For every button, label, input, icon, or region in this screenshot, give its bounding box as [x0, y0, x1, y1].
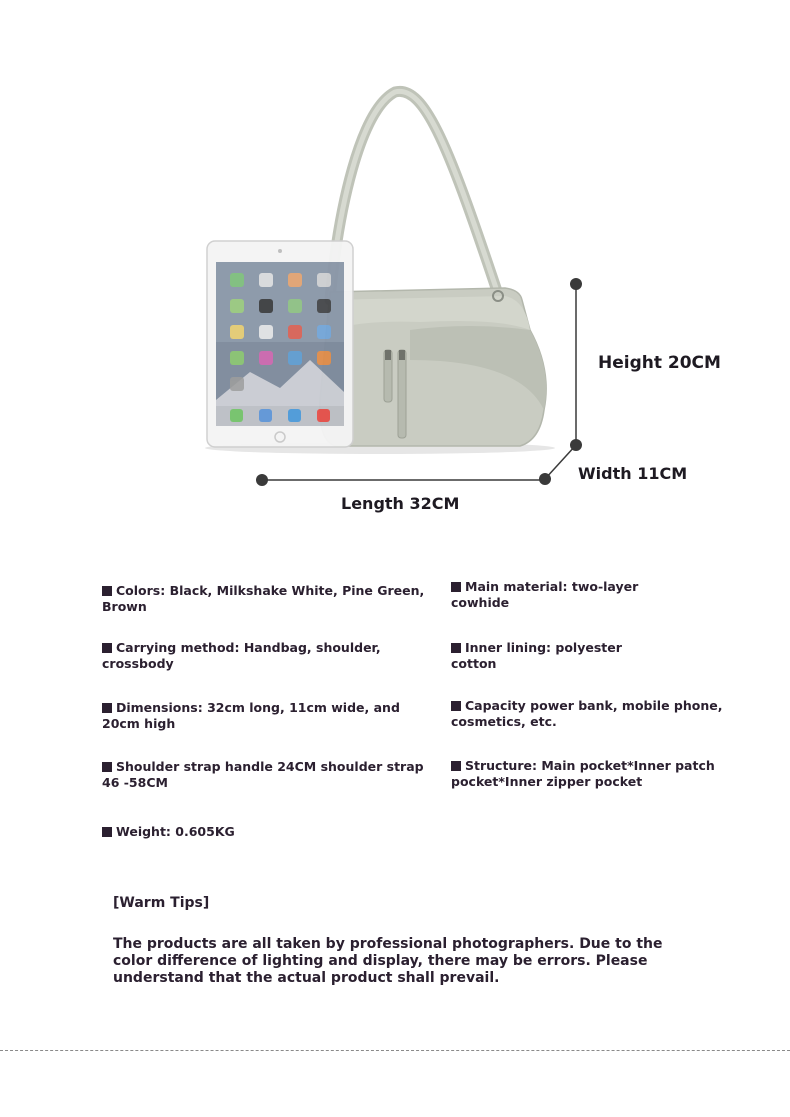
- spec-structure-text: Structure: Main pocket*Inner patch pocket*Inner zipper pocket: [451, 758, 715, 789]
- divider: [0, 1050, 790, 1051]
- spec-inner-lining-text: Inner lining: polyester cotton: [451, 640, 622, 671]
- spec-colors: [102, 583, 442, 615]
- spec-main-material: [451, 579, 666, 611]
- spec-inner-lining: [451, 640, 666, 672]
- spec-main-material-text: Main material: two-layer cowhide: [451, 579, 639, 610]
- spec-weight-text: Weight: 0.605KG: [116, 824, 235, 839]
- length-label: Length 32CM: [341, 494, 460, 513]
- width-label: Width 11CM: [578, 464, 688, 483]
- spec-capacity-text: Capacity power bank, mobile phone, cosmetics, etc.: [451, 698, 723, 729]
- spec-strap-text: Shoulder strap handle 24CM shoulder strap 46 -58CM: [102, 759, 424, 790]
- bullet-square-icon: [102, 703, 112, 713]
- shoulder-strap: [330, 91, 500, 300]
- bullet-square-icon: [102, 827, 112, 837]
- spec-colors-text: Colors: Black, Milkshake White, Pine Green, Brown: [102, 583, 425, 614]
- spec-strap: [102, 759, 442, 791]
- tablet: [207, 241, 353, 447]
- product-illustration: [0, 0, 790, 540]
- spec-dimensions-text: Dimensions: 32cm long, 11cm wide, and 20cm high: [102, 700, 400, 731]
- spec-weight: [102, 824, 402, 840]
- bullet-square-icon: [451, 582, 461, 592]
- bullet-square-icon: [102, 643, 112, 653]
- bullet-square-icon: [451, 701, 461, 711]
- spec-dimensions: [102, 700, 432, 732]
- height-label: Height 20CM: [598, 353, 721, 373]
- product-image: [0, 0, 790, 540]
- spec-carrying-method: [102, 640, 402, 672]
- bullet-square-icon: [451, 643, 461, 653]
- spec-carrying-method-text: Carrying method: Handbag, shoulder, crossbody: [102, 640, 381, 671]
- spec-structure: [451, 758, 741, 790]
- bullet-square-icon: [451, 761, 461, 771]
- warm-tips-body: The products are all taken by professional photographers. Due to the color difference of lighting and display, there may be errors. Please understand that the actual product shall prevail.: [113, 936, 663, 986]
- bullet-square-icon: [102, 762, 112, 772]
- spec-capacity: [451, 698, 731, 730]
- bullet-square-icon: [102, 586, 112, 596]
- warm-tips-title: [Warm Tips]: [113, 895, 210, 911]
